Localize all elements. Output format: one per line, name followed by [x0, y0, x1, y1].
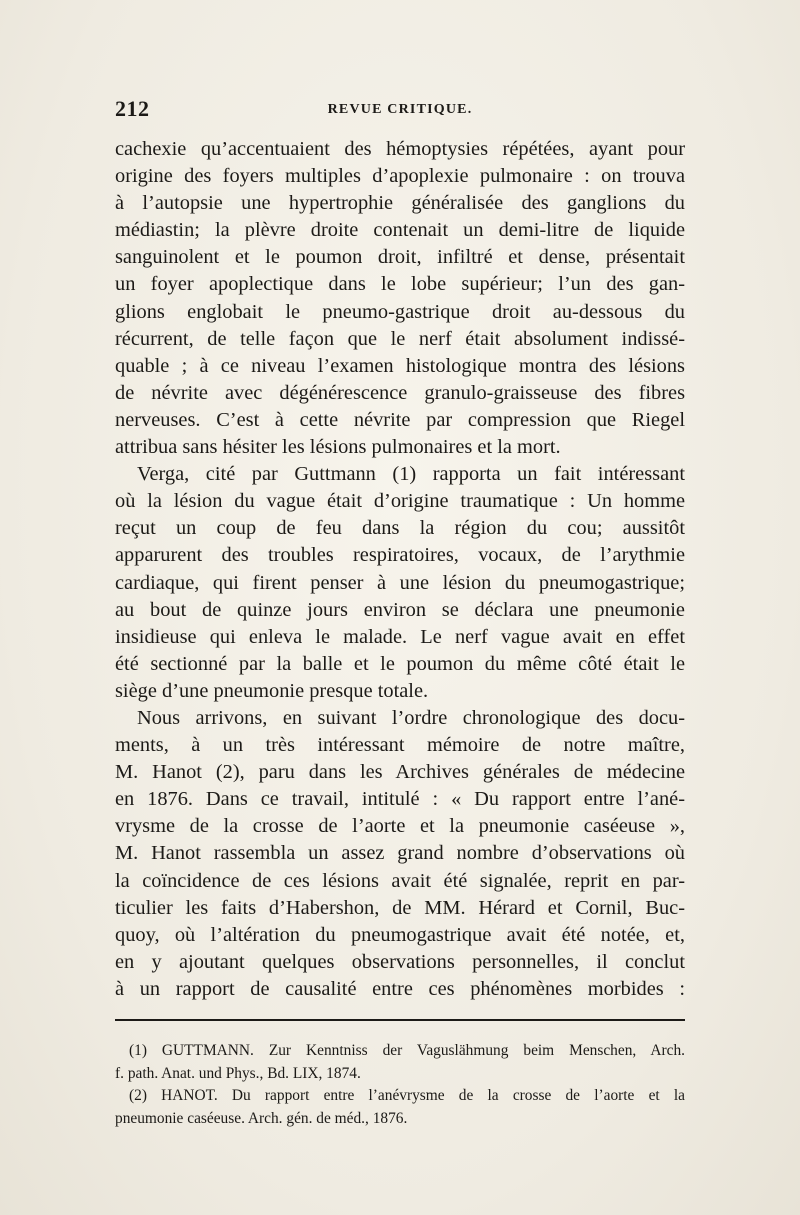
text-line: quoy, où l’altération du pneumogastrique avait été notée, et, [115, 923, 685, 946]
text-line: en y ajoutant quelques observations personnelles, il conclut [115, 950, 685, 973]
text-line: Verga, cité par Guttmann (1) rapporta un fait intéressant [137, 463, 685, 486]
footnote-separator-rule [115, 1019, 685, 1021]
text-line: de névrite avec dégénérescence granulo-graisseuse des fibres [115, 381, 685, 404]
running-head: REVUE CRITIQUE. [327, 102, 473, 117]
text-line: à un rapport de causalité entre ces phénomènes morbides : [115, 977, 685, 1000]
footnotes [115, 1040, 685, 1130]
text-line: attribua sans hésiter les lésions pulmonaires et la mort. [115, 436, 561, 459]
text-line: médiastin; la plèvre droite contenait un demi-litre de liquide [115, 219, 685, 242]
text-line: ments, à un très intéressant mémoire de notre maître, [115, 734, 685, 757]
text-line: cachexie qu’accentuaient des hémoptysies répétées, ayant pour [115, 138, 685, 160]
page-header [115, 96, 685, 126]
text-line: M. Hanot rassembla un assez grand nombre d’observations où [115, 842, 685, 865]
text-line: au bout de quinze jours environ se déclara une pneumonie [115, 598, 685, 621]
text-line: nerveuses. C’est à cette névrite par compression que Riegel [115, 408, 685, 431]
footnote-line: pneumonie caséeuse. Arch. gén. de méd., 1876. [115, 1109, 408, 1127]
text-line: été sectionné par la balle et le poumon du même côté était le [115, 652, 685, 675]
text-line: Nous arrivons, en suivant l’ordre chronologique des docu- [137, 706, 685, 729]
text-line: glions englobait le pneumo-gastrique droit au-dessous du [115, 300, 685, 323]
footnote-line: f. path. Anat. und Phys., Bd. LIX, 1874. [115, 1064, 361, 1082]
text-line: M. Hanot (2), paru dans les Archives générales de médecine [115, 761, 685, 784]
page-number: 212 [115, 96, 150, 121]
text-line: siège d’une pneumonie presque totale. [115, 679, 429, 702]
text-line: insidieuse qui enleva le malade. Le nerf vague avait en effet [115, 625, 685, 648]
text-line: la coïncidence de ces lésions avait été signalée, reprit en par- [115, 869, 685, 892]
text-line: vrysme de la crosse de l’aorte et la pneumonie caséeuse », [115, 815, 685, 838]
footnote-2 [115, 1085, 685, 1130]
text-line: apparurent des troubles respiratoires, vocaux, de l’arythmie [115, 544, 685, 567]
text-line: sanguinolent et le poumon droit, infiltré et dense, présentait [115, 246, 685, 269]
text-line: quable ; à ce niveau l’examen histologique montra des lésions [115, 354, 685, 377]
text-line: récurrent, de telle façon que le nerf était absolument indissé- [115, 327, 685, 350]
text-line: en 1876. Dans ce travail, intitulé : « Du rapport entre l’ané- [115, 788, 685, 811]
text-line: où la lésion du vague était d’origine traumatique : Un homme [115, 490, 685, 513]
text-line: un foyer apoplectique dans le lobe supérieur; l’un des gan- [115, 273, 685, 296]
text-line: cardiaque, qui firent penser à une lésion du pneumogastrique; [115, 571, 685, 594]
text-line: reçut un coup de feu dans la région du cou; aussitôt [115, 517, 685, 540]
text-line: origine des foyers multiples d’apoplexie pulmonaire : on trouva [115, 165, 685, 188]
footnote-1 [115, 1040, 685, 1085]
paragraph-1 [115, 136, 685, 461]
text-line: à l’autopsie une hypertrophie généralisée des ganglions du [115, 192, 685, 215]
body-text [115, 136, 685, 1003]
footnote-line: (2) HANOT. Du rapport entre l’anévrysme de la crosse de l’aorte et la [129, 1087, 685, 1104]
text-line: ticulier les faits d’Habershon, de MM. Hérard et Cornil, Buc- [115, 896, 685, 919]
paragraph-3 [115, 705, 685, 1003]
footnote-line: (1) GUTTMANN. Zur Kenntniss der Vaguslähmung beim Menschen, Arch. [129, 1042, 685, 1059]
paragraph-2 [115, 461, 685, 705]
